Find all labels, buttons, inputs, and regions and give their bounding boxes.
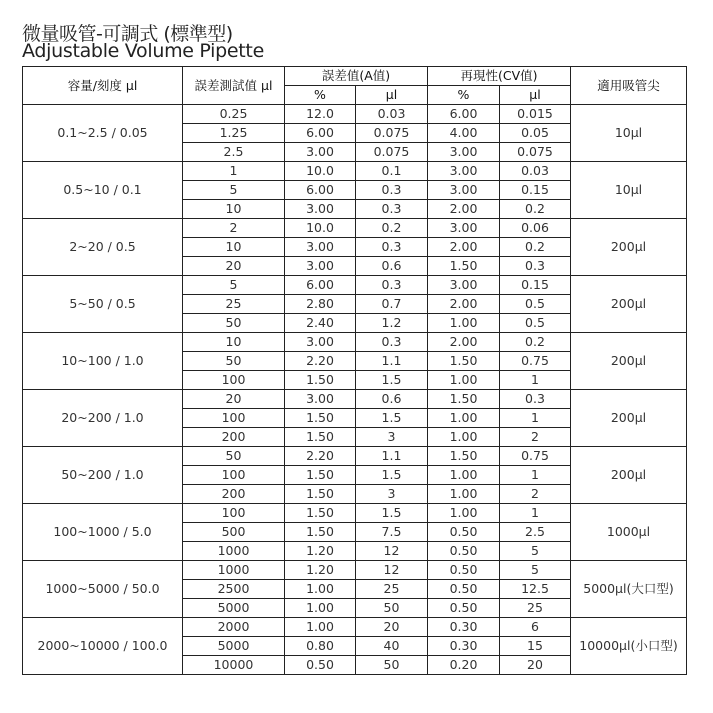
- accuracy-percent-cell: 3.00: [285, 390, 356, 409]
- test-volume-cell: 200: [183, 428, 285, 447]
- accuracy-percent-cell: 1.00: [285, 580, 356, 599]
- capacity-cell: 10~100 / 1.0: [23, 333, 183, 390]
- precision-ul-cell: 0.03: [500, 162, 571, 181]
- test-volume-cell: 100: [183, 409, 285, 428]
- table-row: [23, 561, 687, 580]
- precision-percent-cell: 3.00: [428, 219, 500, 238]
- header-accuracy-percent: %: [285, 86, 356, 105]
- test-volume-cell: 20: [183, 257, 285, 276]
- tip-cell: 200µl: [571, 276, 687, 333]
- precision-percent-cell: 1.00: [428, 504, 500, 523]
- capacity-cell: 2000~10000 / 100.0: [23, 618, 183, 675]
- accuracy-percent-cell: 1.00: [285, 599, 356, 618]
- capacity-cell: 0.5~10 / 0.1: [23, 162, 183, 219]
- precision-ul-cell: 0.3: [500, 257, 571, 276]
- capacity-cell: 2~20 / 0.5: [23, 219, 183, 276]
- accuracy-ul-cell: 12: [356, 542, 428, 561]
- precision-ul-cell: 0.5: [500, 314, 571, 333]
- precision-ul-cell: 25: [500, 599, 571, 618]
- accuracy-ul-cell: 0.3: [356, 276, 428, 295]
- accuracy-ul-cell: 3: [356, 428, 428, 447]
- precision-ul-cell: 0.3: [500, 390, 571, 409]
- accuracy-percent-cell: 1.50: [285, 371, 356, 390]
- precision-percent-cell: 1.50: [428, 257, 500, 276]
- precision-percent-cell: 0.50: [428, 580, 500, 599]
- accuracy-ul-cell: 12: [356, 561, 428, 580]
- test-volume-cell: 1.25: [183, 124, 285, 143]
- precision-ul-cell: 0.2: [500, 333, 571, 352]
- precision-ul-cell: 0.75: [500, 447, 571, 466]
- precision-percent-cell: 3.00: [428, 276, 500, 295]
- precision-ul-cell: 0.015: [500, 105, 571, 124]
- accuracy-percent-cell: 3.00: [285, 238, 356, 257]
- test-volume-cell: 10000: [183, 656, 285, 675]
- tip-cell: 200µl: [571, 333, 687, 390]
- pipette-spec-table: [22, 66, 687, 675]
- test-volume-cell: 5000: [183, 637, 285, 656]
- precision-ul-cell: 2: [500, 428, 571, 447]
- test-volume-cell: 1000: [183, 561, 285, 580]
- accuracy-percent-cell: 2.20: [285, 447, 356, 466]
- test-volume-cell: 100: [183, 371, 285, 390]
- header-test-volume: 誤差測試值 µl: [183, 67, 285, 105]
- accuracy-percent-cell: 1.00: [285, 618, 356, 637]
- precision-percent-cell: 3.00: [428, 181, 500, 200]
- accuracy-percent-cell: 12.0: [285, 105, 356, 124]
- test-volume-cell: 2: [183, 219, 285, 238]
- title-chinese: 微量吸管-可調式 (標準型): [22, 23, 233, 45]
- tip-cell: 200µl: [571, 447, 687, 504]
- accuracy-percent-cell: 1.50: [285, 409, 356, 428]
- accuracy-ul-cell: 1.5: [356, 466, 428, 485]
- precision-ul-cell: 1: [500, 466, 571, 485]
- accuracy-percent-cell: 6.00: [285, 181, 356, 200]
- accuracy-ul-cell: 40: [356, 637, 428, 656]
- test-volume-cell: 25: [183, 295, 285, 314]
- table-body: [23, 105, 687, 675]
- precision-ul-cell: 0.15: [500, 276, 571, 295]
- precision-ul-cell: 6: [500, 618, 571, 637]
- accuracy-percent-cell: 1.50: [285, 485, 356, 504]
- tip-cell: 200µl: [571, 219, 687, 276]
- title-english: Adjustable Volume Pipette: [22, 40, 264, 62]
- accuracy-percent-cell: 1.20: [285, 542, 356, 561]
- capacity-cell: 5~50 / 0.5: [23, 276, 183, 333]
- accuracy-ul-cell: 0.3: [356, 238, 428, 257]
- test-volume-cell: 200: [183, 485, 285, 504]
- accuracy-ul-cell: 1.5: [356, 504, 428, 523]
- precision-ul-cell: 1: [500, 504, 571, 523]
- accuracy-percent-cell: 2.80: [285, 295, 356, 314]
- table-row: [23, 618, 687, 637]
- capacity-cell: 0.1~2.5 / 0.05: [23, 105, 183, 162]
- test-volume-cell: 50: [183, 352, 285, 371]
- precision-percent-cell: 4.00: [428, 124, 500, 143]
- precision-percent-cell: 1.00: [428, 428, 500, 447]
- accuracy-ul-cell: 0.075: [356, 143, 428, 162]
- precision-ul-cell: 15: [500, 637, 571, 656]
- precision-percent-cell: 1.50: [428, 447, 500, 466]
- accuracy-percent-cell: 1.50: [285, 466, 356, 485]
- precision-percent-cell: 2.00: [428, 200, 500, 219]
- test-volume-cell: 20: [183, 390, 285, 409]
- precision-ul-cell: 20: [500, 656, 571, 675]
- capacity-cell: 20~200 / 1.0: [23, 390, 183, 447]
- accuracy-percent-cell: 0.80: [285, 637, 356, 656]
- accuracy-ul-cell: 0.03: [356, 105, 428, 124]
- test-volume-cell: 50: [183, 314, 285, 333]
- precision-percent-cell: 2.00: [428, 238, 500, 257]
- precision-percent-cell: 3.00: [428, 143, 500, 162]
- test-volume-cell: 2500: [183, 580, 285, 599]
- accuracy-ul-cell: 7.5: [356, 523, 428, 542]
- precision-percent-cell: 1.50: [428, 390, 500, 409]
- accuracy-ul-cell: 0.1: [356, 162, 428, 181]
- accuracy-ul-cell: 1.2: [356, 314, 428, 333]
- precision-percent-cell: 2.00: [428, 333, 500, 352]
- tip-cell: 1000µl: [571, 504, 687, 561]
- test-volume-cell: 50: [183, 447, 285, 466]
- precision-percent-cell: 0.50: [428, 599, 500, 618]
- accuracy-ul-cell: 0.3: [356, 333, 428, 352]
- capacity-cell: 100~1000 / 5.0: [23, 504, 183, 561]
- precision-percent-cell: 0.20: [428, 656, 500, 675]
- test-volume-cell: 1000: [183, 542, 285, 561]
- accuracy-ul-cell: 1.5: [356, 409, 428, 428]
- precision-ul-cell: 1: [500, 371, 571, 390]
- accuracy-percent-cell: 2.20: [285, 352, 356, 371]
- precision-ul-cell: 0.06: [500, 219, 571, 238]
- precision-percent-cell: 1.00: [428, 485, 500, 504]
- precision-percent-cell: 0.50: [428, 523, 500, 542]
- precision-ul-cell: 5: [500, 542, 571, 561]
- accuracy-ul-cell: 0.3: [356, 181, 428, 200]
- accuracy-percent-cell: 10.0: [285, 219, 356, 238]
- tip-cell: 10000µl(小口型): [571, 618, 687, 675]
- accuracy-ul-cell: 0.6: [356, 257, 428, 276]
- accuracy-ul-cell: 1.5: [356, 371, 428, 390]
- accuracy-ul-cell: 1.1: [356, 447, 428, 466]
- test-volume-cell: 5000: [183, 599, 285, 618]
- header-accuracy-ul: µl: [356, 86, 428, 105]
- accuracy-ul-cell: 0.6: [356, 390, 428, 409]
- table-row: [23, 447, 687, 466]
- accuracy-percent-cell: 1.50: [285, 523, 356, 542]
- capacity-cell: 50~200 / 1.0: [23, 447, 183, 504]
- tip-cell: 5000µl(大口型): [571, 561, 687, 618]
- accuracy-percent-cell: 3.00: [285, 333, 356, 352]
- table-row: [23, 390, 687, 409]
- accuracy-percent-cell: 1.20: [285, 561, 356, 580]
- precision-ul-cell: 2.5: [500, 523, 571, 542]
- accuracy-percent-cell: 10.0: [285, 162, 356, 181]
- table-row: [23, 276, 687, 295]
- tip-cell: 10µl: [571, 105, 687, 162]
- accuracy-ul-cell: 3: [356, 485, 428, 504]
- test-volume-cell: 10: [183, 333, 285, 352]
- precision-percent-cell: 2.00: [428, 295, 500, 314]
- header-precision: 再現性(CV值): [428, 67, 571, 86]
- precision-percent-cell: 0.30: [428, 618, 500, 637]
- header-accuracy: 誤差值(A值): [285, 67, 428, 86]
- precision-ul-cell: 0.5: [500, 295, 571, 314]
- accuracy-percent-cell: 6.00: [285, 124, 356, 143]
- table-row: [23, 219, 687, 238]
- precision-ul-cell: 0.05: [500, 124, 571, 143]
- test-volume-cell: 0.25: [183, 105, 285, 124]
- accuracy-percent-cell: 6.00: [285, 276, 356, 295]
- accuracy-percent-cell: 1.50: [285, 428, 356, 447]
- accuracy-percent-cell: 3.00: [285, 200, 356, 219]
- accuracy-ul-cell: 0.2: [356, 219, 428, 238]
- tip-cell: 200µl: [571, 390, 687, 447]
- capacity-cell: 1000~5000 / 50.0: [23, 561, 183, 618]
- accuracy-ul-cell: 1.1: [356, 352, 428, 371]
- precision-percent-cell: 0.50: [428, 542, 500, 561]
- table-row: [23, 162, 687, 181]
- test-volume-cell: 100: [183, 466, 285, 485]
- test-volume-cell: 5: [183, 276, 285, 295]
- accuracy-ul-cell: 50: [356, 599, 428, 618]
- precision-percent-cell: 1.00: [428, 371, 500, 390]
- test-volume-cell: 10: [183, 238, 285, 257]
- precision-ul-cell: 12.5: [500, 580, 571, 599]
- accuracy-ul-cell: 25: [356, 580, 428, 599]
- precision-ul-cell: 0.15: [500, 181, 571, 200]
- accuracy-ul-cell: 0.7: [356, 295, 428, 314]
- precision-ul-cell: 2: [500, 485, 571, 504]
- test-volume-cell: 10: [183, 200, 285, 219]
- precision-ul-cell: 0.2: [500, 200, 571, 219]
- table-row: [23, 504, 687, 523]
- precision-ul-cell: 0.075: [500, 143, 571, 162]
- test-volume-cell: 500: [183, 523, 285, 542]
- accuracy-ul-cell: 50: [356, 656, 428, 675]
- precision-percent-cell: 1.00: [428, 314, 500, 333]
- header-precision-ul: µl: [500, 86, 571, 105]
- precision-percent-cell: 0.50: [428, 561, 500, 580]
- test-volume-cell: 100: [183, 504, 285, 523]
- precision-ul-cell: 1: [500, 409, 571, 428]
- accuracy-ul-cell: 0.3: [356, 200, 428, 219]
- precision-percent-cell: 0.30: [428, 637, 500, 656]
- precision-ul-cell: 0.75: [500, 352, 571, 371]
- accuracy-percent-cell: 3.00: [285, 143, 356, 162]
- test-volume-cell: 1: [183, 162, 285, 181]
- table-row: [23, 105, 687, 124]
- test-volume-cell: 5: [183, 181, 285, 200]
- precision-percent-cell: 3.00: [428, 162, 500, 181]
- accuracy-percent-cell: 3.00: [285, 257, 356, 276]
- accuracy-ul-cell: 20: [356, 618, 428, 637]
- test-volume-cell: 2.5: [183, 143, 285, 162]
- accuracy-percent-cell: 0.50: [285, 656, 356, 675]
- accuracy-ul-cell: 0.075: [356, 124, 428, 143]
- precision-ul-cell: 5: [500, 561, 571, 580]
- precision-ul-cell: 0.2: [500, 238, 571, 257]
- tip-cell: 10µl: [571, 162, 687, 219]
- table-row: [23, 333, 687, 352]
- header-tip: 適用吸管尖: [571, 67, 687, 105]
- precision-percent-cell: 6.00: [428, 105, 500, 124]
- accuracy-percent-cell: 1.50: [285, 504, 356, 523]
- test-volume-cell: 2000: [183, 618, 285, 637]
- precision-percent-cell: 1.00: [428, 409, 500, 428]
- header-capacity: 容量/刻度 µl: [23, 67, 183, 105]
- accuracy-percent-cell: 2.40: [285, 314, 356, 333]
- precision-percent-cell: 1.00: [428, 466, 500, 485]
- header-precision-percent: %: [428, 86, 500, 105]
- precision-percent-cell: 1.50: [428, 352, 500, 371]
